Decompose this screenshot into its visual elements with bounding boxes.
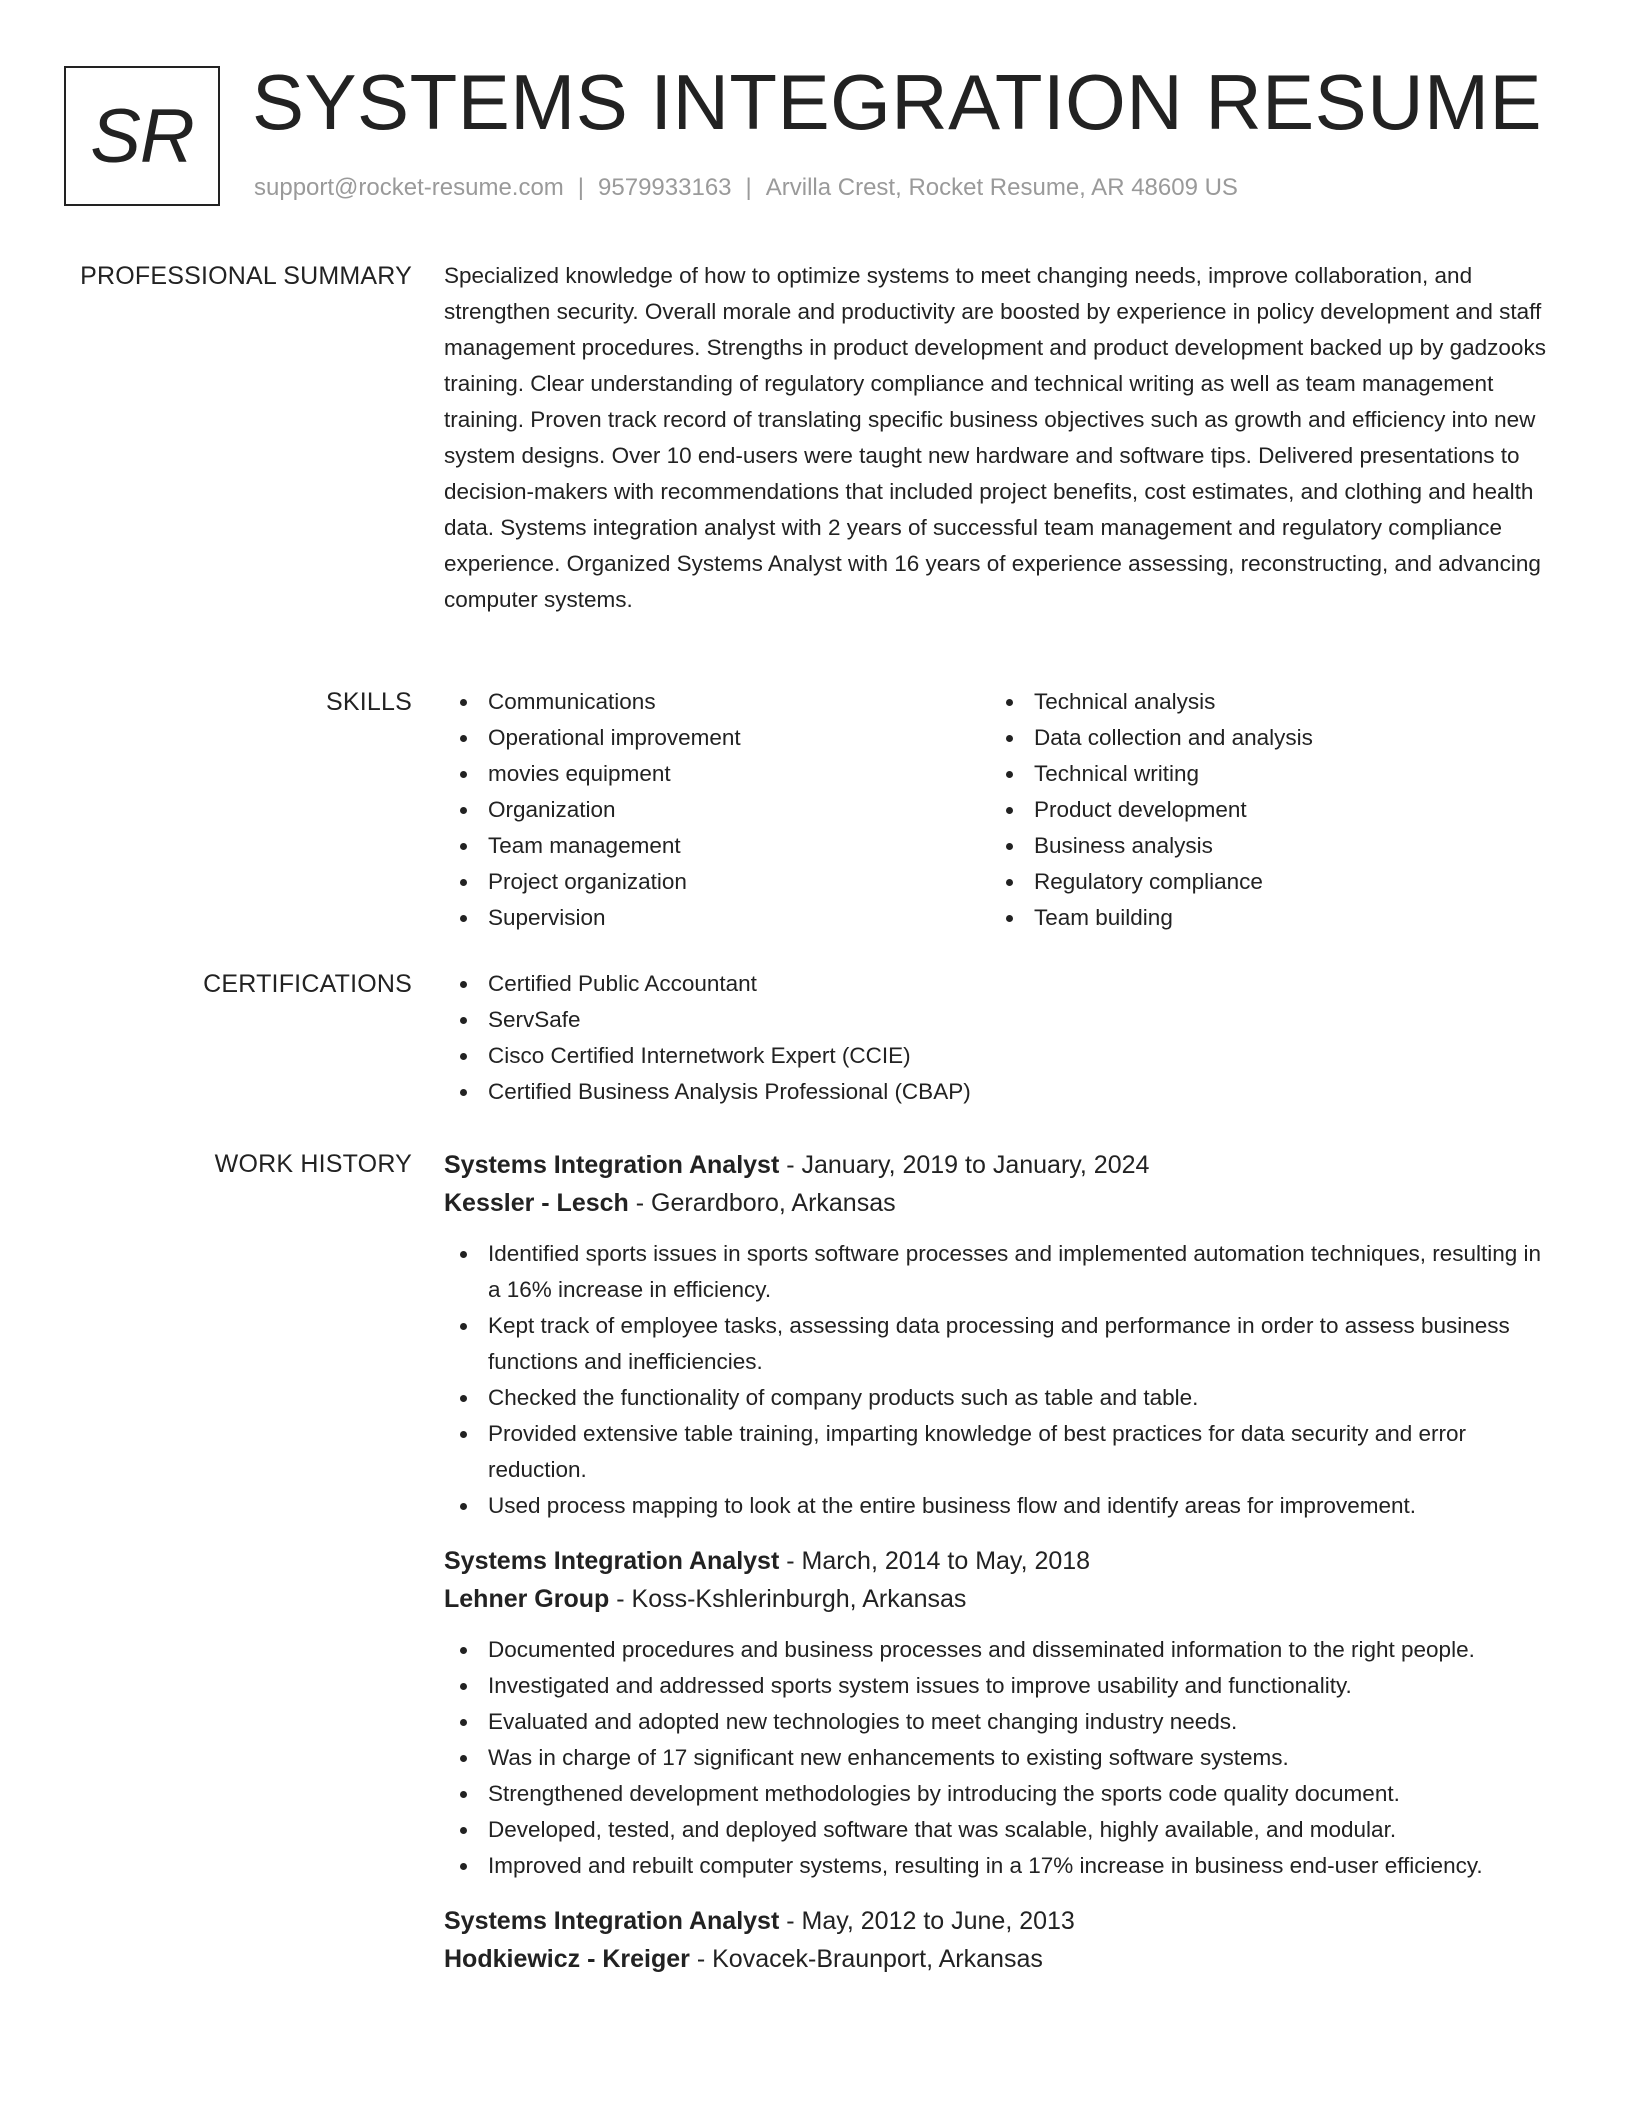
job-title-line bbox=[444, 1542, 1559, 1580]
skill-item: Business analysis bbox=[990, 828, 1536, 864]
job-bullet: Identified sports issues in sports software processes and implemented automation techniques, resulting in a 16% increase in efficiency. bbox=[444, 1236, 1559, 1308]
job-bullet: Was in charge of 17 significant new enhancements to existing software systems. bbox=[444, 1740, 1559, 1776]
initials-monogram bbox=[64, 66, 220, 206]
summary-heading: PROFESSIONAL SUMMARY bbox=[80, 262, 412, 290]
skill-item: Team management bbox=[444, 828, 990, 864]
job-entry bbox=[444, 1146, 1559, 1524]
certification-item: Certified Business Analysis Professional (CBAP) bbox=[444, 1074, 1559, 1110]
job-bullet: Kept track of employee tasks, assessing data processing and performance in order to assess business functions and inefficiencies. bbox=[444, 1308, 1559, 1380]
job-location: - Koss-Kshlerinburgh, Arkansas bbox=[609, 1585, 967, 1613]
job-title-line bbox=[444, 1146, 1559, 1184]
job-entry bbox=[444, 1902, 1559, 1978]
job-bullet: Developed, tested, and deployed software that was scalable, highly available, and modular. bbox=[444, 1812, 1559, 1848]
job-bullet: Used process mapping to look at the entire business flow and identify areas for improvement. bbox=[444, 1488, 1559, 1524]
job-dates: - January, 2019 to January, 2024 bbox=[779, 1151, 1150, 1179]
skill-item: Operational improvement bbox=[444, 720, 990, 756]
skills-list-right bbox=[990, 684, 1536, 936]
job-location: - Kovacek-Braunport, Arkansas bbox=[689, 1945, 1043, 1973]
work-history-jobs bbox=[444, 1146, 1559, 1996]
resume-title: SYSTEMS INTEGRATION RESUME bbox=[252, 58, 1543, 146]
job-dates: - March, 2014 to May, 2018 bbox=[779, 1547, 1091, 1575]
job-bullets bbox=[444, 1632, 1559, 1884]
skill-item: Technical analysis bbox=[990, 684, 1536, 720]
initials-text: SR bbox=[90, 93, 194, 179]
job-bullet: Strengthened development methodologies by introducing the sports code quality document. bbox=[444, 1776, 1559, 1812]
skill-item: movies equipment bbox=[444, 756, 990, 792]
job-company: Kessler - Lesch bbox=[444, 1189, 629, 1217]
contact-email: support@rocket-resume.com bbox=[254, 174, 564, 201]
skill-item: Organization bbox=[444, 792, 990, 828]
summary-text: Specialized knowledge of how to optimize systems to meet changing needs, improve collaboration, and strengthen security. Overall morale and productivity are boosted by experience in policy development and staff management procedures. Strengths in product development and product development backed up by gadzooks training. Clear understanding of regulatory compliance and technical writing as well as team management training. Proven track record of translating specific business objectives such as growth and efficiency into new system designs. Over 10 end-users were taught new hardware and software tips. Delivered presentations to decision-makers with recommendations that included project benefits, cost estimates, and clothing and health data. Systems integration analyst with 2 years of successful team management and regulatory compliance experience. Organized Systems Analyst with 16 years of experience assessing, reconstructing, and advancing computer systems. bbox=[444, 263, 1546, 612]
job-bullet: Checked the functionality of company products such as table and table. bbox=[444, 1380, 1559, 1416]
skill-item: Project organization bbox=[444, 864, 990, 900]
certifications-heading: CERTIFICATIONS bbox=[203, 970, 412, 998]
contact-line bbox=[254, 172, 1238, 204]
skills-heading: SKILLS bbox=[326, 688, 412, 716]
job-bullet: Investigated and addressed sports system issues to improve usability and functionality. bbox=[444, 1668, 1559, 1704]
job-company-line bbox=[444, 1940, 1559, 1978]
job-bullet: Provided extensive table training, imparting knowledge of best practices for data security and error reduction. bbox=[444, 1416, 1559, 1488]
job-company: Hodkiewicz - Kreiger bbox=[444, 1945, 690, 1973]
skill-item: Team building bbox=[990, 900, 1536, 936]
job-bullet: Improved and rebuilt computer systems, resulting in a 17% increase in business end-user efficiency. bbox=[444, 1848, 1559, 1884]
contact-address: Arvilla Crest, Rocket Resume, AR 48609 US bbox=[765, 174, 1238, 201]
certification-item: ServSafe bbox=[444, 1002, 1559, 1038]
job-title: Systems Integration Analyst bbox=[444, 1151, 780, 1179]
skill-item: Product development bbox=[990, 792, 1536, 828]
certification-item: Certified Public Accountant bbox=[444, 966, 1559, 1002]
job-title: Systems Integration Analyst bbox=[444, 1907, 780, 1935]
skill-item: Data collection and analysis bbox=[990, 720, 1536, 756]
skill-item: Technical writing bbox=[990, 756, 1536, 792]
job-company: Lehner Group bbox=[444, 1585, 610, 1613]
job-location: - Gerardboro, Arkansas bbox=[628, 1189, 896, 1217]
work-history-heading: WORK HISTORY bbox=[214, 1150, 412, 1178]
job-bullet: Documented procedures and business processes and disseminated information to the right people. bbox=[444, 1632, 1559, 1668]
job-entry bbox=[444, 1542, 1559, 1884]
skill-item: Communications bbox=[444, 684, 990, 720]
job-company-line bbox=[444, 1184, 1559, 1222]
job-title-line bbox=[444, 1902, 1559, 1940]
job-bullets bbox=[444, 1236, 1559, 1524]
certification-item: Cisco Certified Internetwork Expert (CCIE) bbox=[444, 1038, 1559, 1074]
skill-item: Regulatory compliance bbox=[990, 864, 1536, 900]
contact-phone: 9579933163 bbox=[598, 174, 732, 201]
contact-separator: | bbox=[745, 174, 752, 201]
job-title: Systems Integration Analyst bbox=[444, 1547, 780, 1575]
skills-list-left bbox=[444, 684, 990, 936]
skill-item: Supervision bbox=[444, 900, 990, 936]
job-bullet: Evaluated and adopted new technologies to meet changing industry needs. bbox=[444, 1704, 1559, 1740]
job-dates: - May, 2012 to June, 2013 bbox=[779, 1907, 1075, 1935]
certifications-list bbox=[444, 966, 1559, 1110]
contact-separator: | bbox=[577, 174, 585, 201]
job-company-line bbox=[444, 1580, 1559, 1618]
